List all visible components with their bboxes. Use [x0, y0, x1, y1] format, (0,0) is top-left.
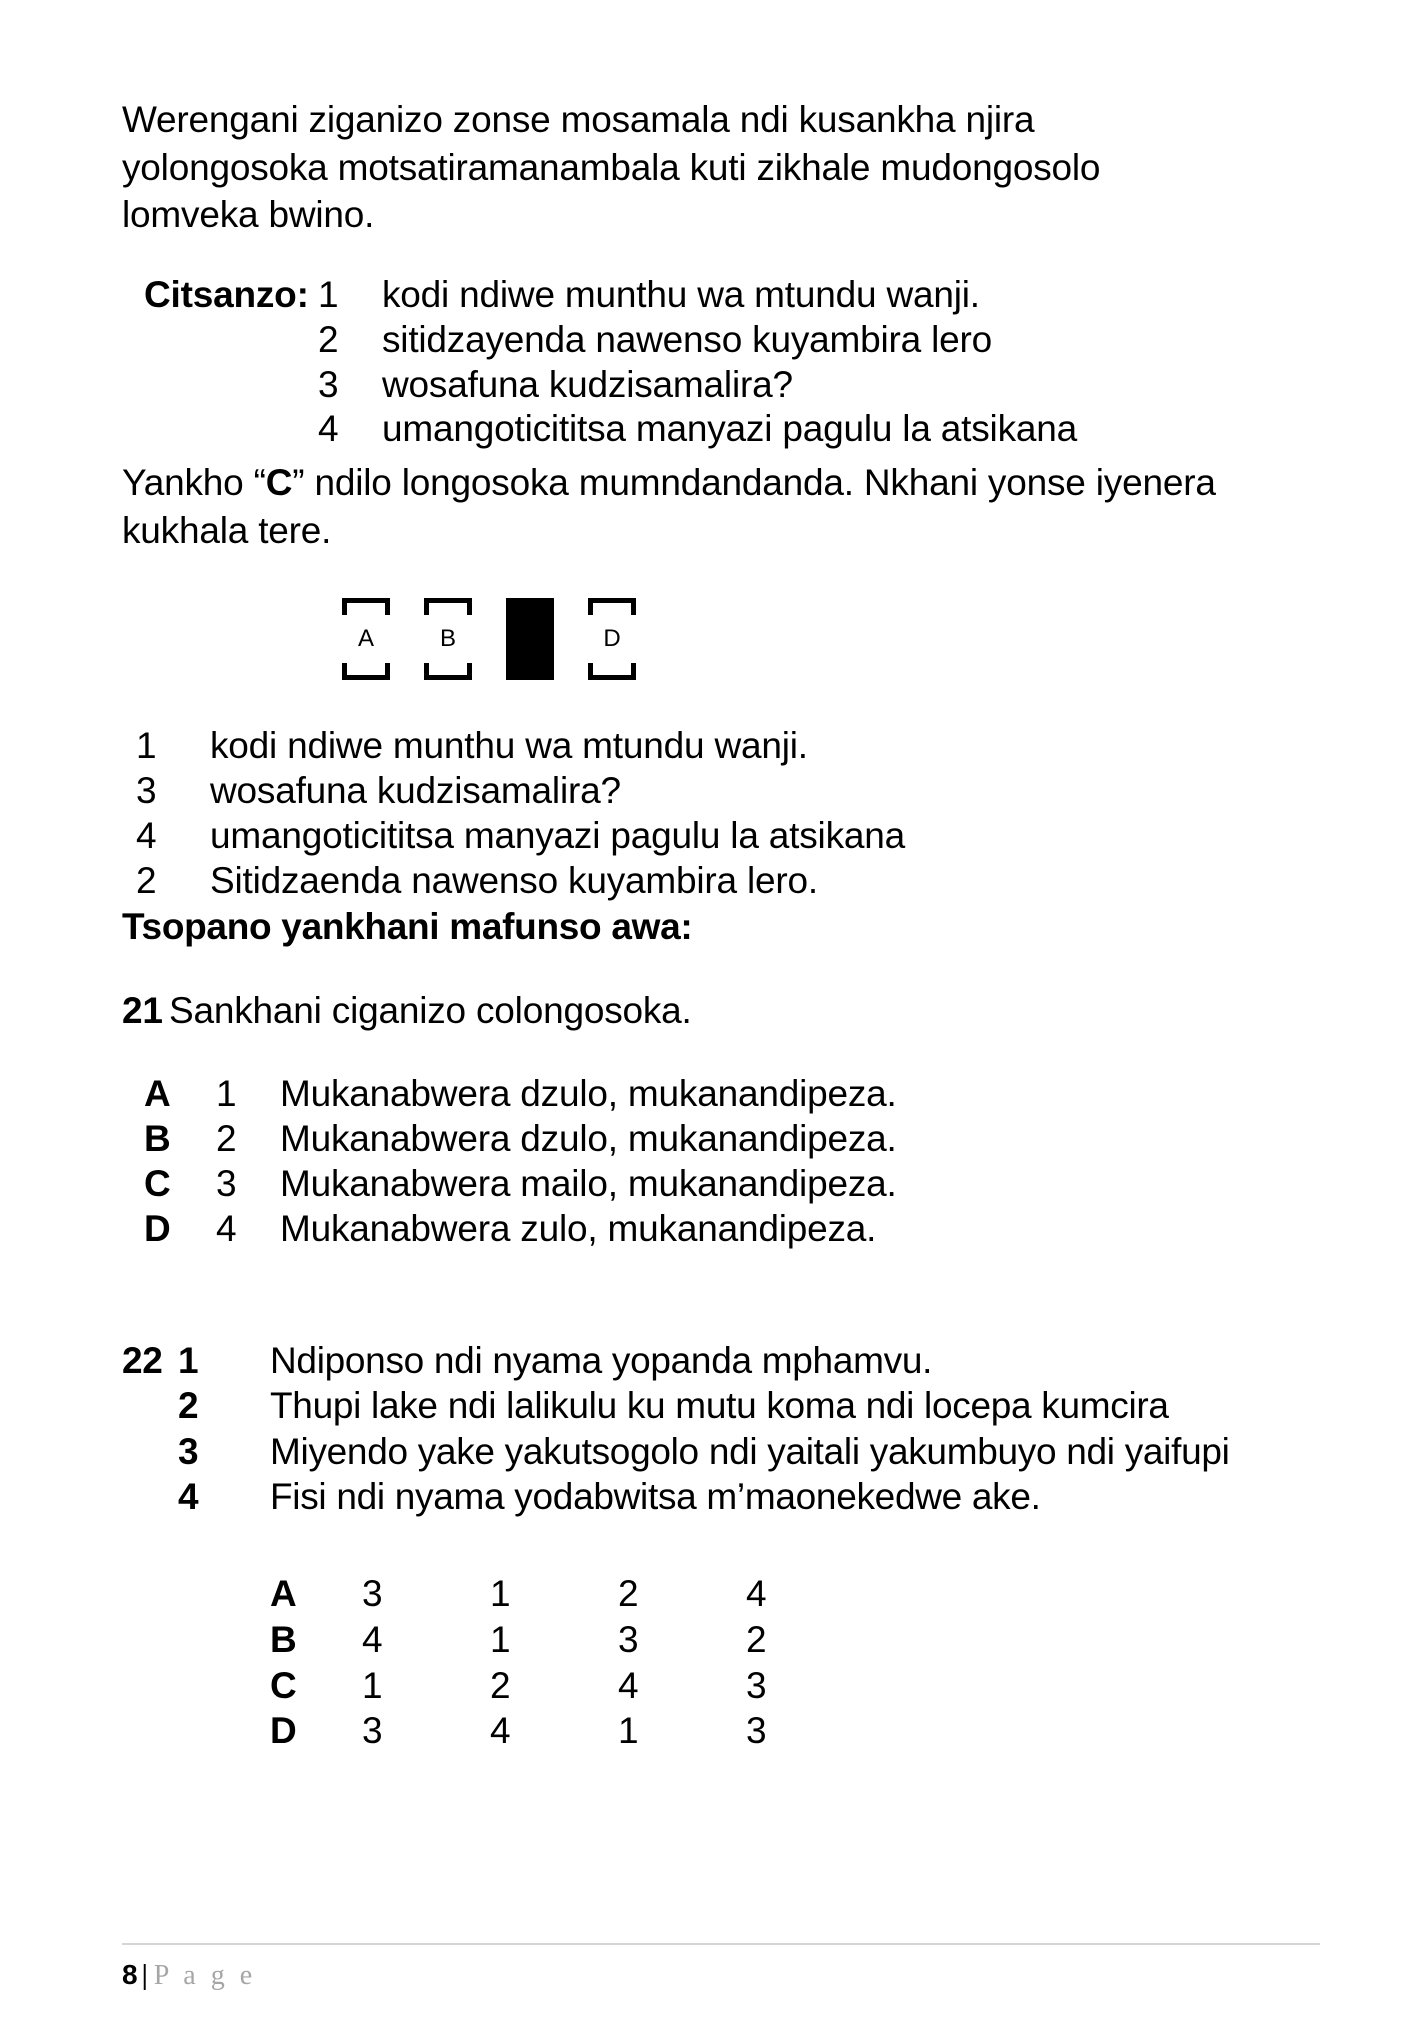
- list-item-text: umangoticititsa manyazi pagulu la atsikana: [210, 815, 905, 857]
- answer-bubble-c-filled[interactable]: [506, 598, 554, 680]
- instructions-paragraph: Werengani ziganizo zonse mosamala ndi kusankha njira yolongosoka motsatiramanambala kuti zikhale mudongosolo lomveka bwino.: [122, 99, 1101, 236]
- answer-grid-cell: 3: [618, 1619, 639, 1661]
- list-item: [136, 859, 1340, 904]
- list-item-text: wosafuna kudzisamalira?: [210, 770, 621, 812]
- bubble-label: A: [357, 625, 374, 653]
- question-22-statements: [122, 1338, 1340, 1519]
- option-letter: A: [144, 1073, 171, 1115]
- list-item-text: Sitidzaenda nawenso kuyambira lero.: [210, 860, 818, 902]
- example-line: [122, 407, 1340, 452]
- section-heading: Tsopano yankhani mafunso awa:: [122, 906, 693, 948]
- answer-grid-row-a[interactable]: [270, 1571, 1340, 1617]
- question-21-text: Sankhani ciganizo colongosoka.: [169, 990, 692, 1032]
- example-line-number: 4: [318, 408, 339, 450]
- example-line-text: umangoticititsa manyazi pagulu la atsikana: [382, 408, 1077, 450]
- statement-number: 3: [178, 1430, 199, 1472]
- option-number: 3: [216, 1163, 237, 1205]
- example-line-text: sitidzayenda nawenso kuyambira lero: [382, 318, 993, 360]
- answer-grid-cell: 3: [362, 1710, 383, 1752]
- answer-explanation-letter: C: [265, 462, 293, 504]
- option-row-b[interactable]: [144, 1117, 1340, 1162]
- answer-grid-cell: 4: [746, 1573, 767, 1615]
- example-line-number: 2: [318, 318, 339, 360]
- answer-grid-cell: 1: [490, 1573, 511, 1615]
- option-letter: B: [144, 1118, 171, 1160]
- question-22-statement: [122, 1429, 1340, 1474]
- answer-explanation-after: ” ndilo longosoka mumndandanda. Nkhani yonse iyenera kukhala tere.: [122, 462, 1216, 551]
- answer-grid-cell: 4: [490, 1710, 511, 1752]
- statement-number: 2: [178, 1385, 199, 1427]
- answer-grid-letter: D: [270, 1710, 297, 1752]
- option-number: 1: [216, 1073, 237, 1115]
- answer-grid-cell: 1: [618, 1710, 639, 1752]
- list-item: [136, 769, 1340, 814]
- bubble-label: B: [439, 625, 456, 653]
- ordered-sentence-list: [136, 724, 1340, 904]
- answer-grid-cell: 4: [362, 1619, 383, 1661]
- answer-grid-cell: 2: [490, 1664, 511, 1706]
- option-text: Mukanabwera dzulo, mukanandipeza.: [280, 1073, 897, 1115]
- answer-grid-cell: 2: [618, 1573, 639, 1615]
- answer-grid-letter: A: [270, 1573, 297, 1615]
- footer-separator: |: [141, 1960, 148, 1991]
- list-item-text: kodi ndiwe munthu wa mtundu wanji.: [210, 725, 808, 767]
- list-item: [136, 814, 1340, 859]
- footer-page-number: 8: [122, 1959, 138, 1990]
- option-text: Mukanabwera zulo, mukanandipeza.: [280, 1208, 877, 1250]
- answer-grid-cell: 1: [362, 1664, 383, 1706]
- question-21-number: 21: [122, 990, 163, 1032]
- question-22-statement: [122, 1338, 1340, 1383]
- question-21-stem: [122, 990, 1340, 1032]
- statement-text: Thupi lake ndi lalikulu ku mutu koma ndi locepa kumcira: [270, 1385, 1169, 1427]
- statement-text: Miyendo yake yakutsogolo ndi yaitali yakumbuyo ndi yaifupi: [270, 1430, 1230, 1472]
- example-block: [122, 273, 1340, 453]
- option-letter: D: [144, 1208, 171, 1250]
- question-22-number: 22: [122, 1340, 163, 1382]
- example-line-text: wosafuna kudzisamalira?: [382, 363, 793, 405]
- option-row-c[interactable]: [144, 1162, 1340, 1207]
- answer-grid-letter: B: [270, 1619, 297, 1661]
- option-row-d[interactable]: [144, 1207, 1340, 1252]
- list-item: [136, 724, 1340, 769]
- example-line: [122, 318, 1340, 363]
- answer-grid-cell: 2: [746, 1619, 767, 1661]
- statement-number: 1: [178, 1340, 199, 1382]
- option-letter: C: [144, 1163, 171, 1205]
- answer-grid-cell: 3: [362, 1573, 383, 1615]
- footer-divider: [122, 1943, 1320, 1945]
- question-21-options: [144, 1072, 1340, 1252]
- example-line: [122, 363, 1340, 408]
- answer-bubble-d[interactable]: [588, 598, 636, 680]
- example-line-number: 3: [318, 363, 339, 405]
- answer-grid-letter: C: [270, 1664, 297, 1706]
- bubble-label: D: [603, 625, 621, 653]
- bubble-bracket-bottom: [342, 663, 390, 680]
- answer-grid-cell: 3: [746, 1664, 767, 1706]
- option-row-a[interactable]: [144, 1072, 1340, 1117]
- list-item-number: 4: [136, 815, 157, 857]
- footer-text: [122, 1959, 1320, 1992]
- list-item-number: 1: [136, 725, 157, 767]
- question-22-statement: [122, 1474, 1340, 1519]
- answer-bubble-a[interactable]: [342, 598, 390, 680]
- answer-explanation-before: Yankho “: [122, 462, 266, 504]
- statement-text: Ndiponso ndi nyama yopanda mphamvu.: [270, 1340, 933, 1382]
- answer-bubble-row: [342, 598, 1340, 680]
- page-footer: [122, 1943, 1320, 1992]
- answer-grid-cell: 3: [746, 1710, 767, 1752]
- example-label: Citsanzo:: [144, 273, 309, 315]
- example-line: [122, 273, 1340, 318]
- option-number: 4: [216, 1208, 237, 1250]
- list-item-number: 3: [136, 770, 157, 812]
- footer-page-word: P a g e: [153, 1960, 257, 1991]
- example-line-text: kodi ndiwe munthu wa mtundu wanji.: [382, 273, 980, 315]
- answer-grid-row-c[interactable]: [270, 1663, 1340, 1709]
- answer-grid-cell: 4: [618, 1664, 639, 1706]
- list-item-number: 2: [136, 860, 157, 902]
- answer-grid-cell: 1: [490, 1619, 511, 1661]
- question-22-statement: [122, 1383, 1340, 1428]
- option-text: Mukanabwera dzulo, mukanandipeza.: [280, 1118, 897, 1160]
- question-22-answer-grid: [270, 1571, 1340, 1754]
- bubble-label: C: [521, 625, 539, 653]
- example-line-number: 1: [318, 273, 339, 315]
- statement-text: Fisi ndi nyama yodabwitsa m’maonekedwe ake.: [270, 1476, 1041, 1518]
- answer-explanation: [122, 459, 1232, 554]
- answer-grid-row-b[interactable]: [270, 1617, 1340, 1663]
- statement-number: 4: [178, 1476, 199, 1518]
- option-text: Mukanabwera mailo, mukanandipeza.: [280, 1163, 897, 1205]
- answer-bubble-b[interactable]: [424, 598, 472, 680]
- option-number: 2: [216, 1118, 237, 1160]
- bubble-bracket-bottom: [424, 663, 472, 680]
- bubble-bracket-bottom: [588, 663, 636, 680]
- answer-grid-row-d[interactable]: [270, 1708, 1340, 1754]
